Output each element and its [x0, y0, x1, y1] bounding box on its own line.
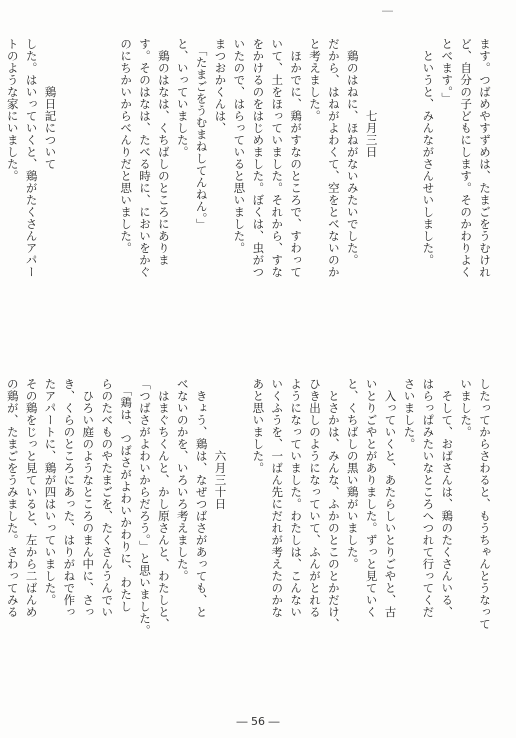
text-line: [60, 38, 79, 353]
text-line: と考えました。: [307, 38, 322, 122]
text-line: と、くちばしの黒い鶏がいました。: [345, 378, 360, 570]
text-line: の鶏が、たまごをうみました。さわってみる: [5, 378, 20, 618]
text-line: いて、土をほっていました。それから、すな: [270, 38, 285, 278]
text-line: たアパートに、鶏が四はいっていました。: [43, 378, 58, 606]
text-line: [97, 38, 116, 353]
text-line: 鶏のはねに、ほねがないみたいでした。: [345, 38, 360, 266]
text-line: き、くらのところにあった、はりがねで作っ: [62, 378, 77, 618]
text-line: はまぐちくんと、かし原さんと、わたしと、: [156, 378, 171, 630]
text-line: [230, 378, 249, 698]
text-line: したってからさわると、もうちゃんとうなって: [478, 378, 492, 630]
text-line: トのような家にいました。: [5, 38, 20, 182]
text-line: 「たまごをうむまねしてんねん。」: [194, 38, 209, 231]
text-line: あと思いました。: [251, 378, 266, 474]
text-line: 六月三十日: [213, 378, 228, 510]
text-line: [381, 38, 400, 353]
page-number: ― 56 ―: [236, 715, 280, 728]
text-line: ひき出しのようになっていて、ふんがとれる: [307, 378, 322, 618]
text-line: [78, 38, 97, 353]
upper-text-block: [5, 38, 494, 353]
text-line: [400, 38, 419, 353]
text-line: さいました。: [402, 378, 417, 450]
text-line: とさかは、みんな、ふかのとこのとかだけ、: [326, 378, 341, 630]
text-line: というと、みんながさんせいしました。: [421, 38, 436, 266]
text-line: した。はいっていくと、鶏がたくさんアパー: [24, 38, 39, 278]
text-line: 七月三日: [364, 38, 379, 158]
text-line: と、いっていました。: [175, 38, 190, 158]
text-line: す。そのはなは、たべる時に、においをかぐ: [137, 38, 152, 278]
text-line: 「鶏は、つばさがよわいかわりに、わたし: [119, 378, 134, 613]
text-line: ひろい庭のようなところのまん中に、さっ: [81, 378, 96, 618]
text-line: べないのかを、いろいろ考えました。: [175, 378, 190, 582]
text-line: いたので、はらっていると思いました。: [232, 38, 247, 254]
text-line: いました。: [459, 378, 474, 438]
text-line: とべます。」: [440, 38, 455, 105]
text-line: 入っていくと、あたらしいとりごやと、古: [383, 378, 398, 618]
text-line: 鶏日記について: [43, 38, 58, 170]
text-line: きょう、鶏は、なぜつばさがあっても、と: [194, 378, 209, 618]
text-line: ます。つばめやすずめは、たまごをうむけれ: [478, 38, 492, 278]
text-line: のにちかいからべんりだと思いました。: [119, 38, 134, 254]
lower-text-block: [5, 378, 494, 698]
text-line: はらっぱみたいなところへつれて行ってくだ: [421, 378, 436, 618]
text-line: ほかでに、鶏がすなのところで、すわって: [289, 38, 304, 278]
text-line: その鶏をじっと見ていると、左から二ばんめ: [24, 378, 39, 618]
text-line: そして、おばさんは、鶏のたくさんいる、: [440, 378, 455, 618]
text-line: 「つばさがよわいからだろう。」と思いました。: [137, 378, 152, 637]
text-line: いとりごやとがありました。ずっと見ていく: [364, 378, 379, 618]
text-line: いくふうを、一ばん先にだれが考えたのかな: [270, 378, 285, 618]
text-line: まつおかくんは、: [213, 38, 228, 134]
text-line: ようになっていました。わたしは、こんない: [289, 378, 304, 618]
text-line: だから、はねがよわくて、空をとべないのか: [326, 38, 341, 278]
text-line: をかけるのをはじめました。ぼくは、虫がつ: [251, 38, 266, 278]
text-line: 鶏のはなは、くちばしのところにありま: [156, 38, 171, 266]
text-line: ど、自分の子どもにします。そのかわりよく: [459, 38, 474, 278]
text-line: らのたべものやたまごを、たくさんうんでい: [100, 378, 115, 618]
page-mark-top: ―: [382, 4, 393, 17]
